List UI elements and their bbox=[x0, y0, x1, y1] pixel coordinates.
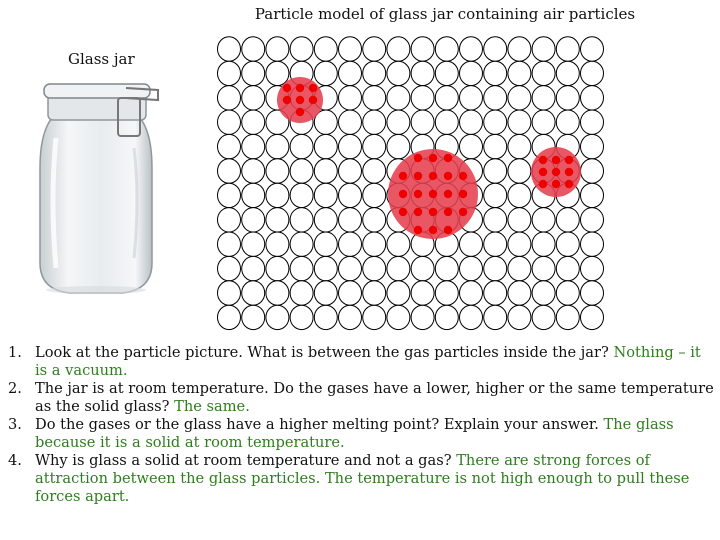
glass-particle bbox=[290, 134, 313, 158]
glass-particle bbox=[484, 134, 507, 158]
gas-particle bbox=[399, 172, 407, 180]
glass-particle bbox=[339, 208, 362, 232]
glass-particle bbox=[387, 281, 410, 305]
question-list bbox=[8, 344, 716, 506]
glass-particle bbox=[581, 305, 604, 329]
glass-particle bbox=[581, 281, 604, 305]
glass-particle bbox=[290, 281, 313, 305]
glass-particle bbox=[266, 159, 289, 183]
glass-particle bbox=[363, 159, 386, 183]
gas-particle bbox=[444, 190, 452, 198]
glass-particle bbox=[387, 256, 410, 280]
glass-particle bbox=[290, 256, 313, 280]
glass-particle bbox=[387, 110, 410, 134]
glass-particle bbox=[484, 37, 507, 61]
glass-particle bbox=[242, 232, 265, 256]
glass-particle bbox=[556, 232, 579, 256]
glass-particle bbox=[508, 208, 531, 232]
gas-particle bbox=[459, 208, 467, 216]
glass-particle bbox=[581, 110, 604, 134]
glass-particle bbox=[363, 183, 386, 207]
glass-particle bbox=[363, 134, 386, 158]
gas-particle bbox=[296, 108, 304, 116]
gas-particle bbox=[283, 84, 291, 92]
glass-particle bbox=[532, 86, 555, 110]
glass-particle bbox=[556, 37, 579, 61]
glass-particle bbox=[460, 232, 483, 256]
glass-particle bbox=[556, 305, 579, 329]
answer-text: The same. bbox=[174, 398, 250, 415]
glass-particle bbox=[484, 281, 507, 305]
gas-particle bbox=[444, 208, 452, 216]
glass-particle bbox=[508, 183, 531, 207]
glass-particle bbox=[387, 232, 410, 256]
glass-particle bbox=[508, 61, 531, 85]
question-number: 1. bbox=[8, 344, 22, 361]
glass-jar-label: Glass jar bbox=[68, 50, 135, 68]
glass-particle bbox=[266, 208, 289, 232]
gas-particle bbox=[429, 208, 437, 216]
glass-particle bbox=[314, 183, 337, 207]
gas-particle bbox=[444, 154, 452, 162]
glass-particle bbox=[532, 256, 555, 280]
glass-particle bbox=[290, 183, 313, 207]
gas-particle bbox=[309, 84, 317, 92]
glass-particle bbox=[266, 256, 289, 280]
glass-particle bbox=[387, 134, 410, 158]
glass-particle bbox=[556, 61, 579, 85]
glass-particle bbox=[363, 61, 386, 85]
glass-particle bbox=[508, 86, 531, 110]
glass-particle bbox=[218, 232, 241, 256]
glass-particle bbox=[218, 305, 241, 329]
question-item bbox=[8, 452, 716, 506]
gas-particle bbox=[399, 190, 407, 198]
glass-particle bbox=[508, 256, 531, 280]
glass-particle bbox=[435, 61, 458, 85]
gas-particle bbox=[414, 154, 422, 162]
glass-particle bbox=[218, 256, 241, 280]
gas-particle bbox=[309, 96, 317, 104]
glass-particle bbox=[556, 208, 579, 232]
glass-particle bbox=[218, 183, 241, 207]
glass-particle bbox=[484, 232, 507, 256]
gas-particle bbox=[429, 190, 437, 198]
glass-particle bbox=[363, 256, 386, 280]
glass-particle bbox=[484, 61, 507, 85]
gas-particle bbox=[552, 156, 560, 164]
glass-particle bbox=[339, 37, 362, 61]
glass-particle bbox=[460, 305, 483, 329]
glass-particle bbox=[581, 61, 604, 85]
glass-particle bbox=[242, 208, 265, 232]
glass-particle bbox=[460, 37, 483, 61]
gas-particle bbox=[565, 168, 573, 176]
glass-particle bbox=[532, 232, 555, 256]
glass-particle bbox=[532, 110, 555, 134]
glass-particle bbox=[218, 37, 241, 61]
glass-particle bbox=[508, 281, 531, 305]
glass-particle bbox=[242, 281, 265, 305]
glass-particle bbox=[460, 281, 483, 305]
gas-particle bbox=[429, 226, 437, 234]
glass-particle bbox=[435, 305, 458, 329]
glass-particle bbox=[508, 232, 531, 256]
question-number: 2. bbox=[8, 380, 22, 397]
glass-particle bbox=[290, 208, 313, 232]
question-item bbox=[8, 416, 716, 452]
glass-particle bbox=[532, 37, 555, 61]
glass-particle bbox=[314, 281, 337, 305]
glass-particle bbox=[218, 159, 241, 183]
glass-particle bbox=[363, 232, 386, 256]
glass-particle bbox=[581, 134, 604, 158]
question-text: Do the gases or the glass have a higher melting point? Explain your answer. bbox=[35, 416, 599, 433]
glass-particle bbox=[508, 134, 531, 158]
glass-particle bbox=[218, 61, 241, 85]
glass-particle bbox=[242, 183, 265, 207]
glass-particle bbox=[218, 86, 241, 110]
glass-particle bbox=[314, 159, 337, 183]
question-item bbox=[8, 344, 716, 380]
gas-particle bbox=[565, 180, 573, 188]
glass-particle bbox=[411, 256, 434, 280]
glass-particle bbox=[266, 305, 289, 329]
glass-particle bbox=[532, 208, 555, 232]
glass-particle bbox=[339, 134, 362, 158]
glass-particle bbox=[218, 110, 241, 134]
glass-particle bbox=[339, 256, 362, 280]
glass-particle bbox=[339, 61, 362, 85]
gas-particle bbox=[539, 156, 547, 164]
glass-particle bbox=[266, 61, 289, 85]
glass-particle bbox=[314, 134, 337, 158]
glass-particle bbox=[435, 86, 458, 110]
gas-particle bbox=[283, 96, 291, 104]
glass-particle bbox=[484, 183, 507, 207]
glass-particle bbox=[290, 232, 313, 256]
glass-particle bbox=[242, 305, 265, 329]
glass-particle bbox=[290, 37, 313, 61]
glass-particle bbox=[387, 61, 410, 85]
glass-particle bbox=[218, 134, 241, 158]
glass-particle bbox=[314, 208, 337, 232]
glass-particle bbox=[411, 110, 434, 134]
glass-particle bbox=[556, 256, 579, 280]
gas-particle bbox=[399, 208, 407, 216]
glass-particle bbox=[435, 37, 458, 61]
gas-particle bbox=[429, 172, 437, 180]
glass-particle bbox=[411, 305, 434, 329]
glass-particle bbox=[460, 61, 483, 85]
gas-particle bbox=[444, 172, 452, 180]
gas-particle bbox=[414, 190, 422, 198]
glass-particle bbox=[581, 86, 604, 110]
gas-particle bbox=[459, 190, 467, 198]
glass-particle bbox=[242, 110, 265, 134]
glass-particle bbox=[314, 305, 337, 329]
glass-particle bbox=[339, 110, 362, 134]
glass-particle bbox=[363, 86, 386, 110]
glass-particle bbox=[484, 159, 507, 183]
glass-particle bbox=[242, 86, 265, 110]
glass-particle bbox=[363, 305, 386, 329]
glass-particle bbox=[339, 305, 362, 329]
glass-particle bbox=[387, 86, 410, 110]
glass-particle bbox=[314, 37, 337, 61]
glass-particle bbox=[266, 232, 289, 256]
glass-particle bbox=[484, 110, 507, 134]
glass-particle bbox=[339, 86, 362, 110]
glass-particle bbox=[581, 37, 604, 61]
glass-particle bbox=[581, 232, 604, 256]
glass-particle bbox=[314, 61, 337, 85]
glass-particle bbox=[484, 305, 507, 329]
answer-text: There are strong forces of attraction between the glass particles. The temperature is not high enough to pull these forces apart. bbox=[35, 452, 690, 505]
gas-particle bbox=[444, 226, 452, 234]
glass-particle bbox=[387, 37, 410, 61]
glass-particle bbox=[460, 110, 483, 134]
glass-particle bbox=[508, 305, 531, 329]
glass-particle bbox=[508, 159, 531, 183]
question-text: The jar is at room temperature. Do the gases have a lower, higher or the same temperature as the solid glass? bbox=[35, 380, 714, 415]
glass-particle bbox=[435, 281, 458, 305]
glass-particle bbox=[460, 256, 483, 280]
gas-particle bbox=[414, 208, 422, 216]
glass-particle bbox=[508, 110, 531, 134]
glass-particle bbox=[242, 61, 265, 85]
glass-particle bbox=[532, 305, 555, 329]
question-text: Why is glass a solid at room temperature and not a gas? bbox=[35, 452, 452, 469]
question-number: 3. bbox=[8, 416, 22, 433]
glass-particle bbox=[460, 86, 483, 110]
glass-particle bbox=[218, 281, 241, 305]
glass-particle bbox=[290, 159, 313, 183]
glass-particle bbox=[363, 110, 386, 134]
glass-particle bbox=[266, 134, 289, 158]
question-text: Look at the particle picture. What is between the gas particles inside the jar? bbox=[35, 344, 609, 361]
glass-particle bbox=[387, 305, 410, 329]
glass-particle bbox=[581, 208, 604, 232]
glass-particle bbox=[484, 256, 507, 280]
glass-particle bbox=[339, 232, 362, 256]
gas-particle bbox=[552, 180, 560, 188]
glass-particle bbox=[411, 37, 434, 61]
glass-particle bbox=[242, 256, 265, 280]
glass-particle bbox=[266, 37, 289, 61]
glass-particle bbox=[581, 183, 604, 207]
gas-particle bbox=[414, 226, 422, 234]
glass-particle bbox=[411, 281, 434, 305]
gas-particle bbox=[429, 154, 437, 162]
glass-particle bbox=[314, 256, 337, 280]
glass-particle bbox=[339, 183, 362, 207]
answer-text: The glass because it is a solid at room temperature. bbox=[35, 416, 674, 451]
gas-particle bbox=[459, 172, 467, 180]
question-item bbox=[8, 380, 716, 416]
question-number: 4. bbox=[8, 452, 22, 469]
glass-particle bbox=[266, 281, 289, 305]
gas-particle bbox=[414, 172, 422, 180]
glass-particle bbox=[363, 281, 386, 305]
gas-particle bbox=[539, 168, 547, 176]
glass-particle bbox=[435, 256, 458, 280]
glass-particle bbox=[242, 37, 265, 61]
glass-particle bbox=[218, 208, 241, 232]
glass-particle bbox=[460, 134, 483, 158]
answer-text: Nothing – it is a vacuum. bbox=[35, 344, 701, 379]
glass-particle bbox=[411, 61, 434, 85]
glass-particle bbox=[339, 281, 362, 305]
glass-particle bbox=[242, 134, 265, 158]
glass-particle bbox=[290, 305, 313, 329]
gas-particle bbox=[296, 96, 304, 104]
glass-particle bbox=[581, 256, 604, 280]
glass-particle bbox=[484, 86, 507, 110]
glass-particle bbox=[363, 208, 386, 232]
glass-particle bbox=[339, 159, 362, 183]
glass-particle bbox=[556, 110, 579, 134]
glass-particle bbox=[532, 281, 555, 305]
gas-particle bbox=[296, 84, 304, 92]
glass-particle bbox=[314, 232, 337, 256]
gas-particle bbox=[565, 156, 573, 164]
glass-particle bbox=[411, 86, 434, 110]
glass-particle bbox=[266, 183, 289, 207]
glass-particle bbox=[556, 281, 579, 305]
page-title: Particle model of glass jar containing air particles bbox=[254, 5, 636, 23]
glass-particle bbox=[508, 37, 531, 61]
glass-particle bbox=[556, 86, 579, 110]
gas-particle bbox=[552, 168, 560, 176]
glass-particle bbox=[532, 61, 555, 85]
glass-particle bbox=[435, 110, 458, 134]
gas-particle bbox=[539, 180, 547, 188]
glass-particle bbox=[484, 208, 507, 232]
glass-particle bbox=[242, 159, 265, 183]
glass-particle bbox=[581, 159, 604, 183]
glass-particle bbox=[363, 37, 386, 61]
